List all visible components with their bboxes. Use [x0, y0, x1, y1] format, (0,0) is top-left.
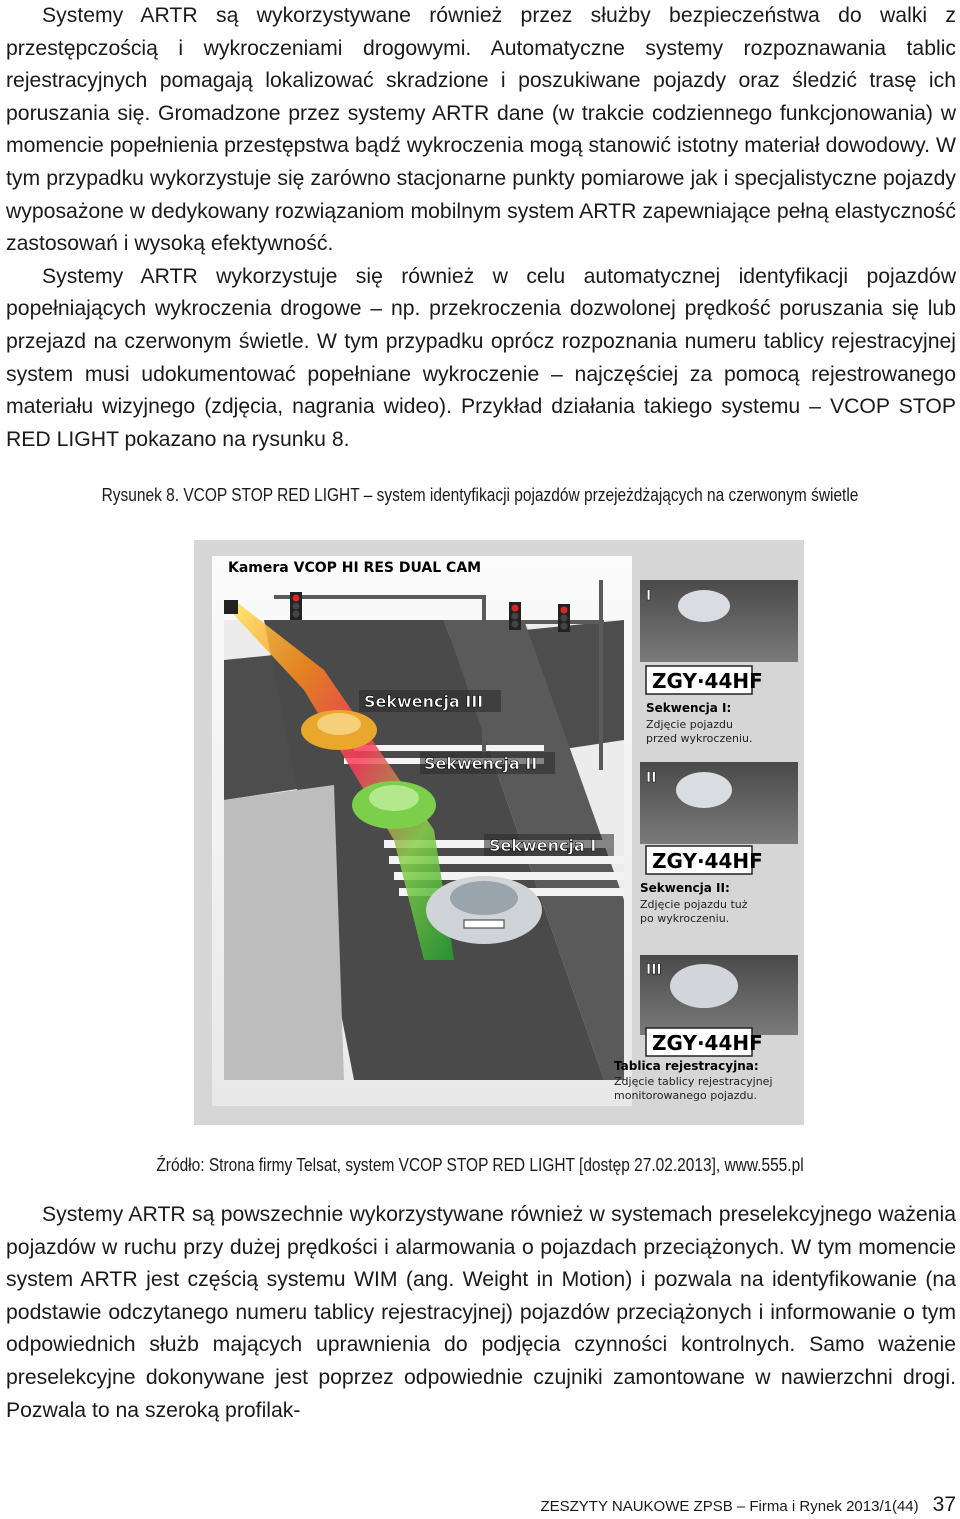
svg-text:Sekwencja I: Sekwencja I	[489, 836, 597, 855]
panel-desc: monitorowanego pojazdu.	[614, 1089, 757, 1102]
panel-desc: po wykroczeniu.	[640, 912, 730, 925]
paragraph-text: Systemy ARTR są wykorzystywane również przez służby bezpieczeństwa do walki z przestępczością i wykroczeniami drogowymi. Automatyczne systemy rozpoznawania tablic rejestracyjnych pomagają lokalizować skradzione i poszukiwane pojazdy oraz śledzić trasę ich poruszania się. Gromadzone przez systemy ARTR dane (w trakcie codziennego funkcjonowania) w momencie popełnienia przestępstwa bądź wykroczenia mogą stanowić istotny materiał dowodowy. W tym przypadku wykorzystuje się zarówno stacjonarne punkty pomiarowe jak i specjalistyczne pojazdy wyposażone w dedykowany rozwiązaniom mobilnym system ARTR zapewniające pełną elastyczność zastosowań i wysoką efektywność.	[6, 4, 956, 256]
camera-label: Kamera VCOP HI RES DUAL CAM	[228, 560, 482, 576]
svg-text:Sekwencja II: Sekwencja II	[424, 754, 538, 773]
sequence-label-1	[484, 834, 614, 856]
road-scene	[224, 580, 624, 1080]
paragraph-text: Systemy ARTR wykorzystuje się również w celu automatycznej identyfikacji pojazdów popełniających wykroczenia drogowe – np. przekroczenia dozwolonej prędkość poruszania się lub przejazd na czerwonym świetle. W tym przypadku oprócz rozpoznania numeru tablicy rejestracyjnej system musi udokumentować popełniane wykroczenie – najczęściej za pomocą rejestrowanego materiału wizyjnego (zdjęcia, nagrania wideo). Przykład działania takiego systemu – VCOP STOP RED LIGHT pokazano na rysunku 8.	[6, 264, 956, 451]
page-footer	[0, 1493, 956, 1517]
sequence-label-3	[359, 690, 501, 712]
body-paragraph-2	[6, 1199, 956, 1427]
panel-title: Sekwencja I:	[646, 701, 732, 715]
car-sequence-3	[301, 710, 377, 750]
figure-caption: Rysunek 8. VCOP STOP RED LIGHT – system identyfikacji pojazdów przejeżdżających na czerwonym świetle	[101, 485, 859, 505]
plate-text: ZGY·44HF	[652, 669, 763, 693]
panel-3	[614, 955, 798, 1102]
panel-title: Tablica rejestracyjna:	[614, 1059, 759, 1073]
panel-desc: Zdjęcie pojazdu tuż	[640, 898, 748, 911]
panel-desc: Zdjęcie pojazdu	[646, 718, 733, 731]
panel-numeral: II	[646, 770, 657, 786]
car-sequence-1	[426, 876, 542, 944]
body-paragraph-1	[6, 0, 956, 456]
figure-red-light-system	[194, 540, 804, 1125]
page-number: 37	[932, 1493, 956, 1516]
journal-title: ZESZYTY NAUKOWE ZPSB – Firma i Rynek 2013/1(44)	[540, 1498, 919, 1515]
figure-source: Źródło: Strona firmy Telsat, system VCOP STOP RED LIGHT [dostęp 27.02.2013], www.555.pl	[156, 1155, 804, 1175]
panel-desc: przed wykroczeniu.	[646, 732, 753, 745]
panel-title: Sekwencja II:	[640, 881, 730, 895]
panel-desc: Zdjęcie tablicy rejestracyjnej	[614, 1075, 773, 1088]
car-sequence-2	[352, 781, 436, 829]
plate-text: ZGY·44HF	[652, 849, 763, 873]
panel-numeral: I	[646, 588, 652, 604]
plate-text: ZGY·44HF	[652, 1031, 763, 1055]
panel-numeral: III	[646, 962, 662, 978]
svg-text:Sekwencja III: Sekwencja III	[364, 692, 484, 711]
sequence-label-2	[420, 752, 555, 774]
paragraph-text: Systemy ARTR są powszechnie wykorzystywane również w systemach preselekcyjnego ważenia pojazdów w ruchu przy dużej prędkości i alarmowania o pojazdach przeciążonych. W tym momencie system ARTR jest częścią systemu WIM (ang. Weight in Motion) i pozwala na identyfikowanie (na podstawie odczytanego numeru tablicy rejestracyjnej) pojazdów przeciążonych i informowanie o tym odpowiednich służb mających uprawnienia do podjęcia czynności kontrolnych. Samo ważenie preselekcyjne dokonywane jest poprzez odpowiednie czujniki zamontowane w nawierzchni drogi. Pozwala to na szeroką profilak-	[6, 1203, 956, 1422]
